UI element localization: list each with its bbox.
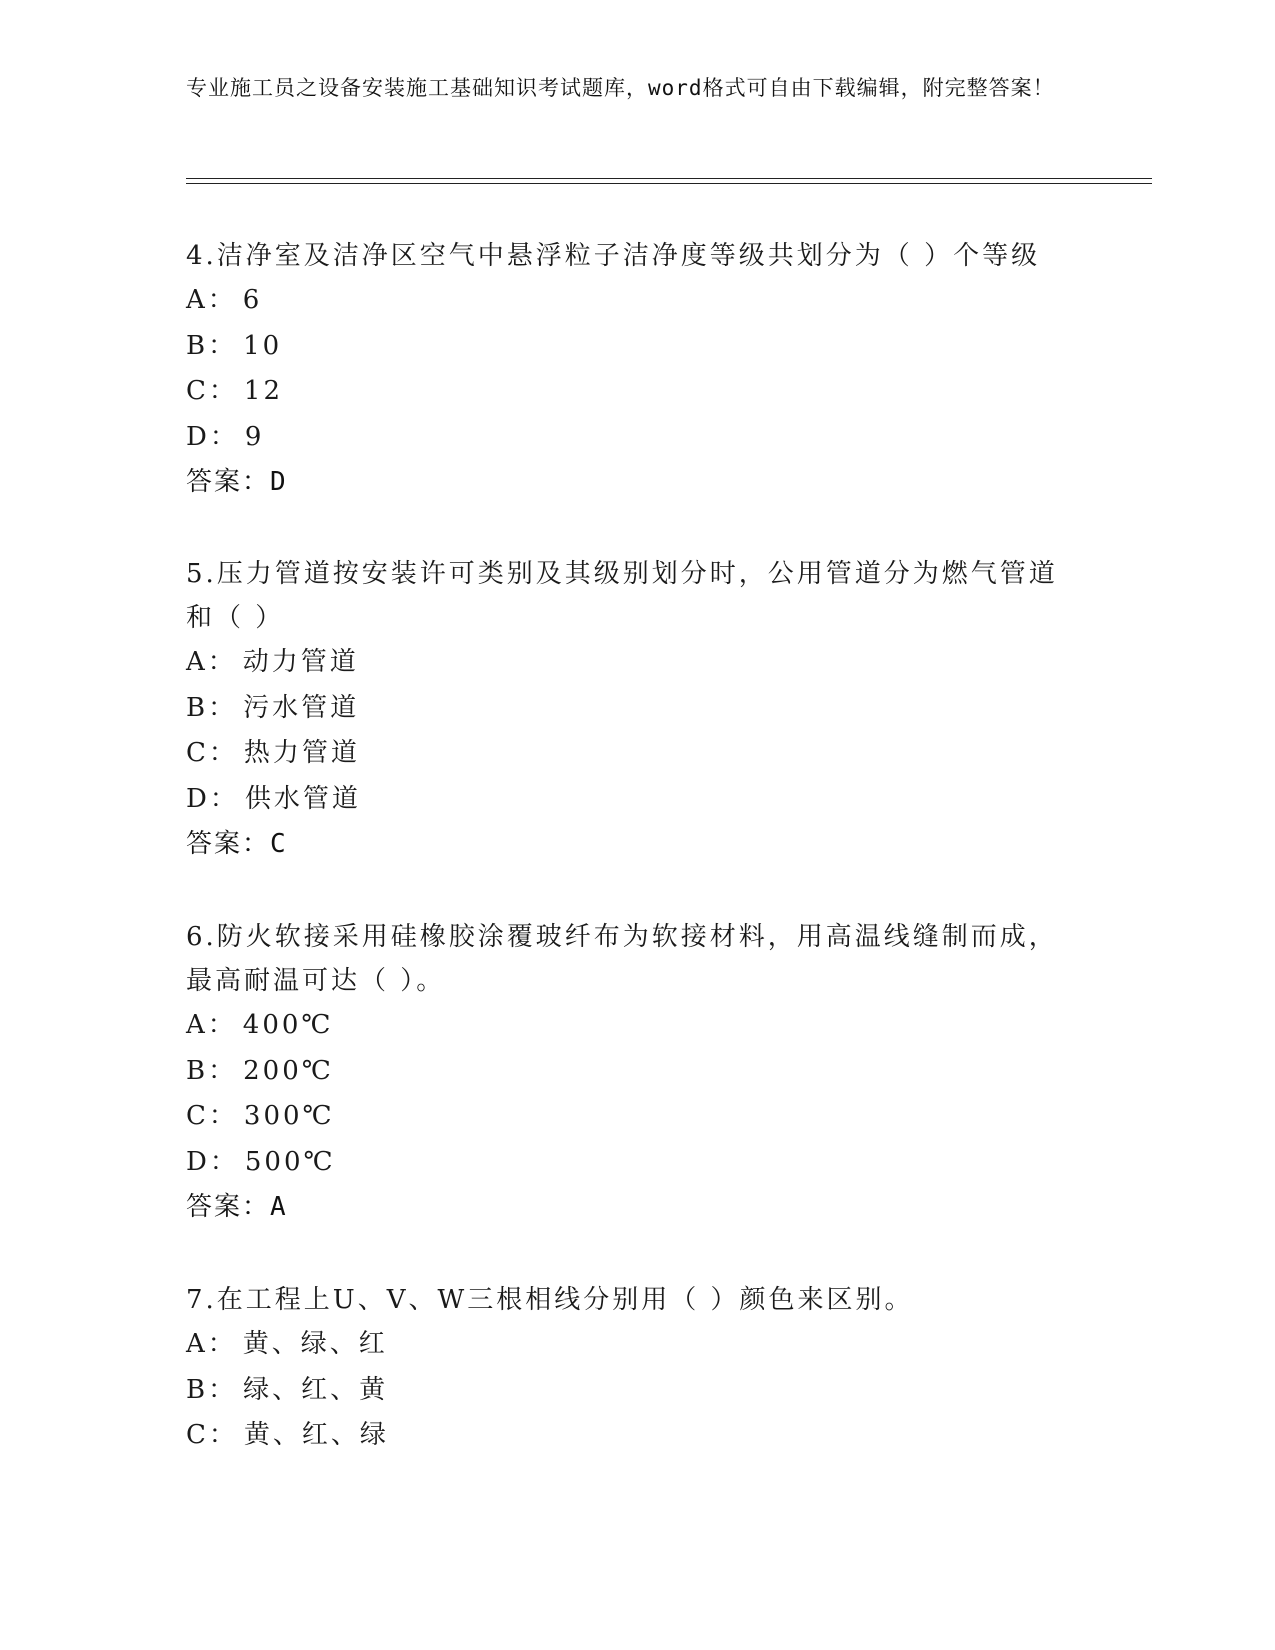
option-b <box>186 1049 1066 1095</box>
option-text: 6 <box>242 285 263 315</box>
option-letter: A： <box>186 285 237 315</box>
option-a <box>186 640 1066 686</box>
option-text: 300℃ <box>243 1101 335 1131</box>
option-d <box>186 1140 1066 1186</box>
option-letter: B： <box>186 1374 238 1405</box>
option-text: 400℃ <box>242 1010 334 1040</box>
option-text: 500℃ <box>244 1146 336 1177</box>
option-letter: A： <box>186 1010 237 1040</box>
option-text: 动力管道 <box>242 647 359 677</box>
option-b <box>186 1368 1066 1414</box>
option-a <box>186 1003 1066 1049</box>
question-stem: 4.洁净室及洁净区空气中悬浮粒子洁净度等级共划分为（ ）个等级 <box>186 241 1041 271</box>
option-b <box>186 686 1066 732</box>
option-letter: A： <box>186 1329 237 1359</box>
question-stem: 6.防火软接采用硅橡胶涂覆玻纤布为软接材料，用高温线缝制而成，最高耐温可达（ ）。 <box>186 922 1058 996</box>
option-letter: A： <box>186 647 237 677</box>
option-a <box>186 1322 1066 1368</box>
option-c <box>186 1094 1066 1140</box>
answer-line: 答案：C <box>186 829 288 859</box>
header-divider <box>186 178 1152 179</box>
option-letter: D： <box>186 421 239 452</box>
option-text: 热力管道 <box>243 738 360 768</box>
header-divider-second <box>186 183 1152 184</box>
option-c <box>186 731 1066 777</box>
option-text: 黄、绿、红 <box>242 1329 388 1359</box>
option-text: 绿、红、黄 <box>243 1374 389 1405</box>
option-letter: C： <box>186 738 238 768</box>
question-block-6 <box>186 915 1066 1230</box>
option-text: 9 <box>244 421 265 452</box>
option-c <box>186 369 1066 415</box>
option-letter: B： <box>186 330 238 361</box>
option-d <box>186 777 1066 823</box>
option-c <box>186 1413 1066 1459</box>
option-letter: C： <box>186 1101 238 1131</box>
question-stem: 7.在工程上U、V、W三根相线分别用（ ）颜色来区别。 <box>186 1285 914 1315</box>
option-d <box>186 415 1066 461</box>
answer-line: 答案：A <box>186 1192 288 1222</box>
document-header: 专业施工员之设备安装施工基础知识考试题库，word格式可自由下载编辑，附完整答案！ <box>186 76 1055 100</box>
question-block-4 <box>186 234 1066 505</box>
option-text: 10 <box>243 330 283 361</box>
option-b <box>186 324 1066 370</box>
option-letter: D： <box>186 1146 239 1177</box>
question-block-7 <box>186 1278 1066 1459</box>
option-letter: C： <box>186 376 238 406</box>
option-text: 污水管道 <box>243 692 360 723</box>
option-text: 黄、红、绿 <box>243 1420 389 1450</box>
option-letter: B： <box>186 692 238 723</box>
option-text: 200℃ <box>243 1055 334 1086</box>
question-block-5 <box>186 552 1066 867</box>
option-text: 供水管道 <box>244 783 361 814</box>
question-stem: 5.压力管道按安装许可类别及其级别划分时，公用管道分为燃气管道和（ ） <box>186 559 1058 633</box>
option-text: 12 <box>243 376 283 406</box>
option-letter: D： <box>186 783 239 814</box>
option-letter: C： <box>186 1420 238 1450</box>
option-a <box>186 278 1066 324</box>
option-letter: B： <box>186 1055 238 1086</box>
answer-line: 答案：D <box>186 467 288 497</box>
